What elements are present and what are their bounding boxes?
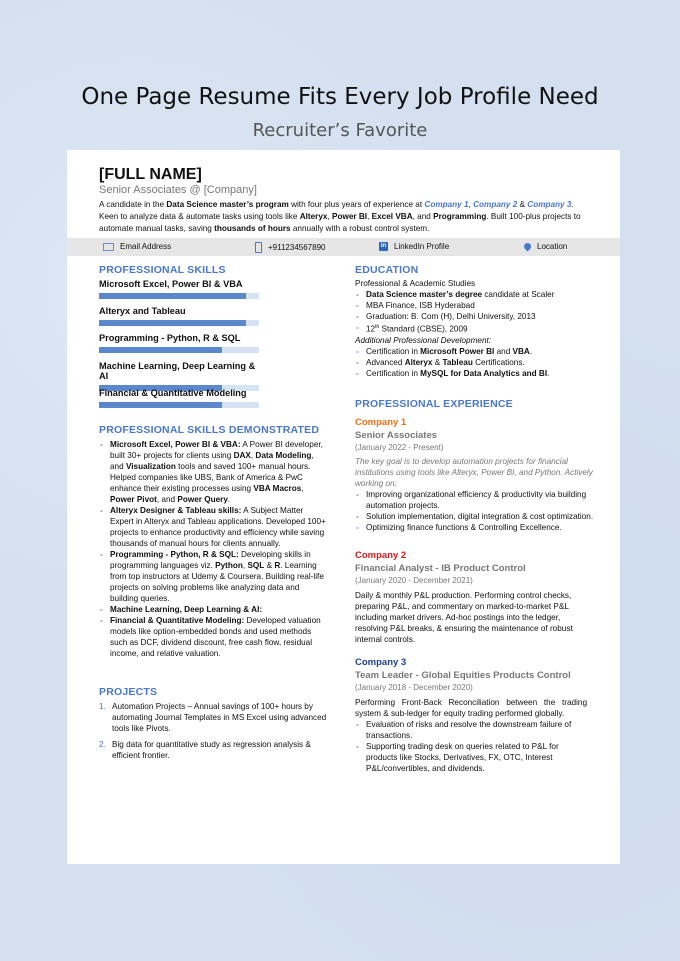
contact-email[interactable]: Email Address — [103, 242, 171, 251]
full-name: [FULL NAME] — [99, 166, 202, 183]
list-item: - Solution implementation, digital integration & cost optimization. — [355, 511, 595, 522]
list-item: - Graduation: B. Com (H), Delhi University, 2013 — [355, 311, 595, 322]
contact-bar — [67, 238, 620, 256]
banner-subtitle: Recruiter’s Favorite — [252, 120, 428, 141]
skill-bar — [99, 320, 259, 326]
skill-bar — [99, 402, 259, 408]
list-item: - Data Science master’s degree candidate at Scaler — [355, 289, 595, 300]
company-3: Company 3 — [355, 657, 407, 668]
education-block: Professional & Academic Studies - Data Science master’s degree candidate at Scaler - MBA Finance, ISB Hyderabad - Graduation: B. Com (H), Delhi University, 2013 - 12th Standard (CBSE), 2009 Additional Professional Development: - Certification in Microsoft Power BI and VBA. - Advanced Alteryx & Tableau Certifications. - Certification in MySQL for Data Analytics and BI. — [355, 278, 595, 379]
banner-title: One Page Resume Fits Every Job Profile Need — [81, 84, 599, 110]
mail-icon — [103, 243, 114, 251]
skills-heading: PROFESSIONAL SKILLS — [99, 264, 226, 276]
skill-item: Programming - Python, R & SQL — [99, 333, 259, 353]
education-heading: EDUCATION — [355, 264, 419, 276]
projects-list — [99, 701, 327, 766]
skill-bar — [99, 293, 259, 299]
company-1: Company 1 — [355, 417, 407, 428]
list-item: - Certification in Microsoft Power BI and VBA. — [355, 346, 595, 357]
experience-heading: PROFESSIONAL EXPERIENCE — [355, 398, 513, 410]
skill-item: Financial & Quantitative Modeling — [99, 388, 259, 408]
contact-phone[interactable]: +911234567890 — [255, 242, 325, 253]
company-2: Company 2 — [355, 550, 407, 561]
list-item: - Programming - Python, R & SQL: Developing skills in programming languages viz. Python, SQL & R. Learning from top instructors at Udemy & Coursera. Building real-life projects on solving problems like analyzing data and building queries. — [99, 549, 327, 604]
job-title-3: Team Leader - Global Equities Products Control — [355, 670, 571, 681]
skill-item: Machine Learning, Deep Learning & AI — [99, 361, 259, 391]
demonstrated-list — [99, 439, 327, 659]
summary: A candidate in the Data Science master’s program with four plus years of experience at Company 1, Company 2 & Company 3. Keen to analyze data & automate tasks using tools like Alteryx, Power BI, Excel VBA, and Programming. Built 100-plus projects to automate manual tasks, saving thousands of hours annually with a robust control system. — [99, 200, 581, 233]
job-dates-2: (January 2020 - December 2021) — [355, 576, 473, 585]
list-item: - Machine Learning, Deep Learning & AI: — [99, 604, 327, 615]
job-title-1: Senior Associates — [355, 430, 438, 441]
list-item: 2. Big data for quantitative study as regression analysis & efficient frontier. — [99, 740, 311, 760]
job-body-3: Performing Front-Back Reconciliation between the trading system & sub-ledger for equity trading performed globally. - Evaluation of risks and resolve the downstream failure of transactions. - Supporting trading desk on queries related to P&L for products like Stocks, Derivatives, FX, OTC, Interest P&L/convertibles, and dividends. — [355, 697, 587, 774]
list-item: - Financial & Quantitative Modeling: Developed valuation models like option-embedded bonds and used methods such as DCF, dividend discount, free cash flow, residual income, and relative valuation. — [99, 615, 327, 659]
list-item: - Improving organizational efficiency & productivity via building automation projects. — [355, 489, 595, 511]
skill-item: Microsoft Excel, Power BI & VBA — [99, 279, 259, 299]
list-item: - 12th Standard (CBSE), 2009 — [355, 322, 595, 335]
resume-sheet — [67, 150, 620, 864]
job-title-2: Financial Analyst - IB Product Control — [355, 563, 526, 574]
role-line: Senior Associates @ [Company] — [99, 184, 257, 196]
phone-icon — [255, 242, 262, 253]
demonstrated-heading: PROFESSIONAL SKILLS DEMONSTRATED — [99, 424, 320, 436]
skill-bar — [99, 347, 259, 353]
contact-location[interactable]: Location — [524, 242, 567, 251]
list-item: - Evaluation of risks and resolve the downstream failure of transactions. — [355, 719, 587, 741]
job-body-2: Daily & monthly P&L production. Performing control checks, preparing P&L, and commentary on marked-to-market P&L including market drivers. Ad-hoc postings into the ledger, resolving P&L breaks, & ensuring the maintenance of robust internal controls. — [355, 591, 573, 644]
job-dates-3: (January 2018 - December 2020) — [355, 683, 473, 692]
list-item: - Supporting trading desk on queries related to P&L for products like Stocks, Derivatives, FX, OTC, Interest P&L/convertibles, and dividends. — [355, 741, 587, 774]
list-item: - MBA Finance, ISB Hyderabad — [355, 300, 595, 311]
list-item: 1. Automation Projects – Annual savings of 100+ hours by automating Journal Templates in MS Excel using advanced tools like Pivots. — [99, 702, 327, 733]
list-item: - Certification in MySQL for Data Analytics and BI. — [355, 368, 595, 379]
location-pin-icon — [523, 242, 533, 252]
linkedin-icon: in — [380, 243, 387, 249]
list-item: - Alteryx Designer & Tableau skills: A Subject Matter Expert in Alteryx and Tableau applications. Developed 100+ projects to enhance productivity and efficiency while saving thousands of manual hours for clients annually. — [99, 505, 327, 549]
job-body-1: The key goal is to develop automation projects for financial institutions using tools like Alteryx, Power BI, and Python. Actively working on: - Improving organizational efficiency & productivity via building automation projects. - Solution implementation, digital integration & cost optimization. - Optimizing finance functions & Controlling Excellence. — [355, 456, 595, 533]
list-item: - Optimizing finance functions & Controlling Excellence. — [355, 522, 595, 533]
skill-item: Alteryx and Tableau — [99, 306, 259, 326]
job-dates-1: (January 2022 - Present) — [355, 443, 444, 452]
list-item: - Advanced Alteryx & Tableau Certifications. — [355, 357, 595, 368]
projects-heading: PROJECTS — [99, 686, 158, 698]
contact-linkedin[interactable]: in LinkedIn Profile — [380, 242, 450, 251]
list-item: - Microsoft Excel, Power BI & VBA: A Power BI developer, built 30+ projects for clients using DAX, Data Modeling, and Visualization tools and saved 100+ manual hours. Helped companies like UBS, Bank of America & PwC enhance their existing processes using VBA Macros, Power Pivot, and Power Query. — [99, 439, 327, 505]
